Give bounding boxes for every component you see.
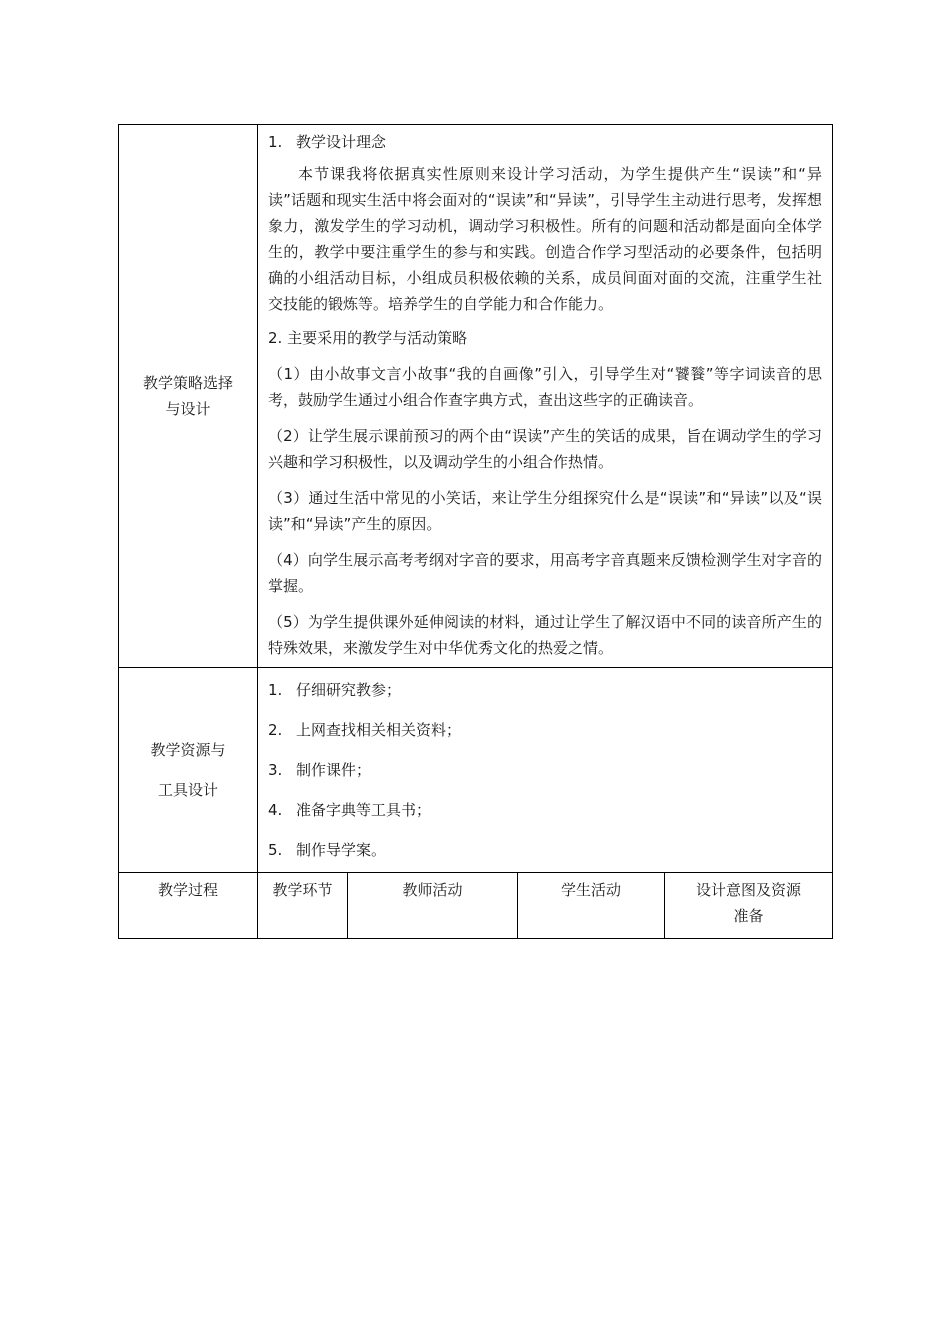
strategy-item: （2）让学生展示课前预习的两个由“误读”产生的笑话的成果，旨在调动学生的学习兴趣和学习积极性，以及调动学生的小组合作热情。 <box>268 427 823 471</box>
design-concept-paragraph: 本节课我将依据真实性原则来设计学习活动，为学生提供产生“误读”和“异读”话题和现实生活中将会面对的“误读”和“异读”，引导学生主动进行思考，发挥想象力，激发学生的学习动机，调动学习积极性。所有的问题和活动都是面向全体学生的，教学中要注重学生的参与和实践。创造合作学习型活动的必要条件，包括明确的小组活动目标，小组成员积极依赖的关系，成员间面对面的交流，注重学生社交技能的锻炼等。培养学生的自学能力和合作能力。 <box>268 165 823 313</box>
strategies-heading: 2. 主要采用的教学与活动策略 <box>268 329 468 347</box>
col-teacher-header: 教师活动 <box>348 873 518 939</box>
resources-label-line2: 工具设计 <box>157 781 218 799</box>
strategy-item: （4）向学生展示高考考纲对字音的要求，用高考字音真题来反馈检测学生对字音的掌握。 <box>268 551 823 595</box>
col-student-header: 学生活动 <box>518 873 665 939</box>
resource-item: 1. 仔细研究教参； <box>268 681 402 699</box>
strategy-item: （5）为学生提供课外延伸阅读的材料，通过让学生了解汉语中不同的读音所产生的特殊效果，来激发学生对中华优秀文化的热爱之情。 <box>268 613 823 657</box>
resource-item: 3. 制作课件； <box>268 761 372 779</box>
col-stage-header: 教学环节 <box>258 873 348 939</box>
heading-number: 1. <box>268 133 283 151</box>
resources-row <box>119 668 833 873</box>
strategy-item: （3）通过生活中常见的小笑话，来让学生分组探究什么是“误读”和“异读”以及“误读”和“异读”产生的原因。 <box>268 489 823 533</box>
design-concept-heading <box>268 129 822 155</box>
resource-item: 5. 制作导学案。 <box>268 841 387 859</box>
process-header-row <box>119 873 833 939</box>
process-label-cell <box>119 873 258 939</box>
strategy-item: （1）由小故事文言小故事“我的自画像”引入，引导学生对“饕餮”等字词读音的思考，鼓励学生通过小组合作查字典方式，查出这些字的正确读音。 <box>268 365 823 409</box>
resources-label-line1: 教学资源与 <box>150 741 226 759</box>
strategy-label-line1: 教学策略选择 <box>142 374 233 392</box>
heading-text: 教学设计理念 <box>296 133 387 151</box>
resource-item: 4. 准备字典等工具书； <box>268 801 432 819</box>
resources-label-cell <box>119 668 258 873</box>
strategy-content-cell <box>258 125 833 668</box>
resource-item: 2. 上网查找相关相关资料； <box>268 721 462 739</box>
strategy-label-cell <box>119 125 258 668</box>
lesson-plan-table <box>118 124 833 939</box>
strategy-row <box>119 125 833 668</box>
resources-content-cell <box>258 668 833 873</box>
strategy-label-line2: 与设计 <box>165 400 211 418</box>
col-design-header: 设计意图及资源 准备 <box>665 873 833 939</box>
process-label: 教学过程 <box>157 881 218 899</box>
